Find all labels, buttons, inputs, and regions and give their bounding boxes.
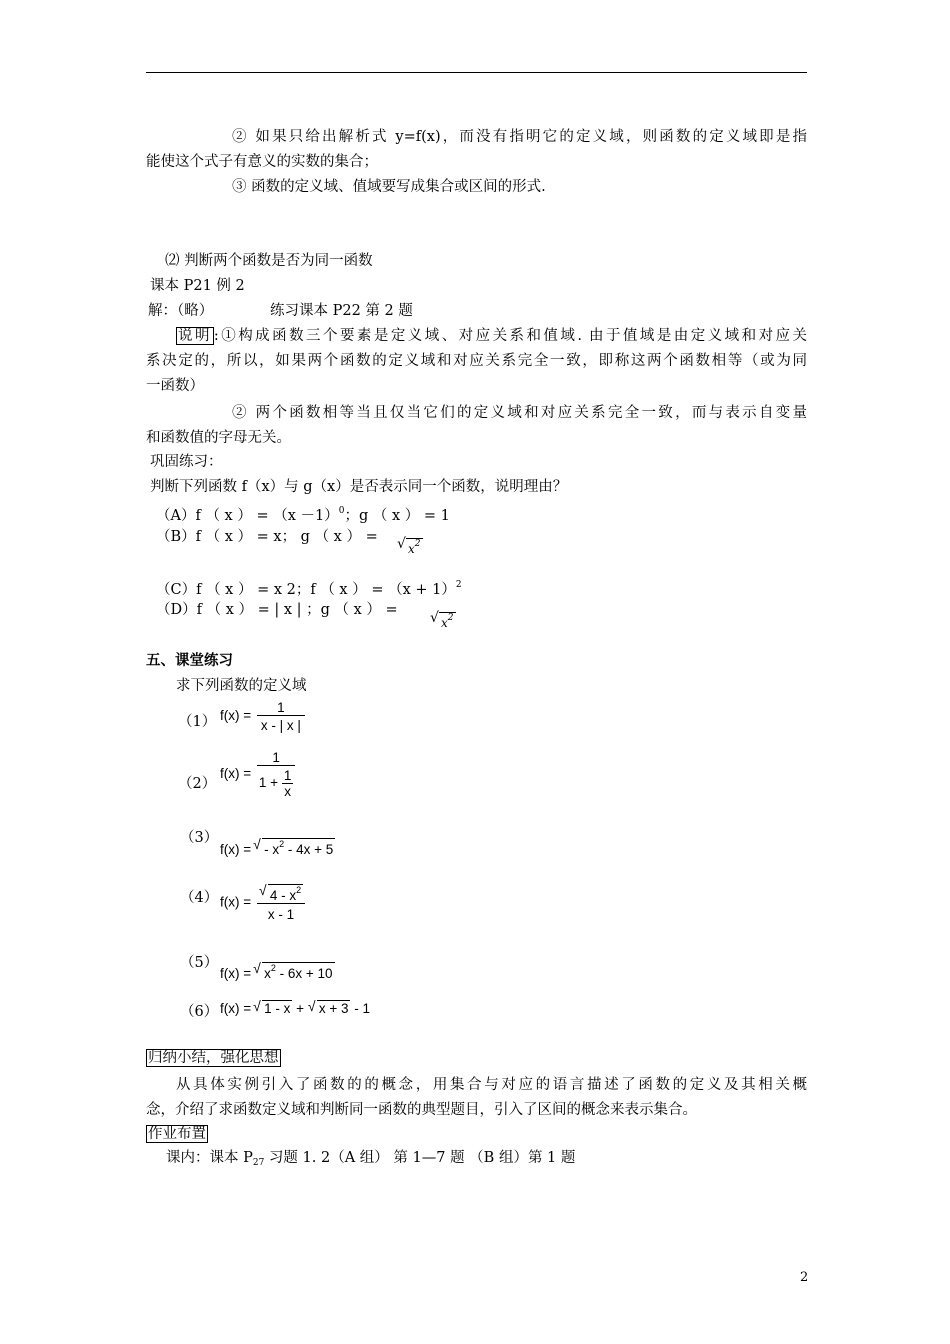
practice-ref: 练习课本 P22 第 2 题 — [270, 303, 413, 319]
numerator: 1 — [283, 768, 292, 783]
item-number: （1） — [178, 714, 217, 730]
superscript: 2 — [296, 885, 302, 895]
superscript: 2 — [279, 839, 285, 849]
text: 课内：课本 P — [166, 1150, 253, 1166]
option-a — [156, 500, 817, 527]
text: ② 两个函数相等当且仅当它们的定义域和对应关系完全一致，而与表示自变量 — [232, 405, 807, 421]
formula-5: f(x) = √ $x^2 - 6x + 10$ — [220, 960, 333, 981]
text: f(x) = — [220, 894, 252, 910]
formula-3: f(x) = √ - $x^2 - 4x + 5$ — [220, 836, 334, 857]
option-b — [156, 526, 817, 548]
solution-label: 解：（略） — [148, 303, 214, 319]
note-line — [176, 325, 807, 347]
summary-line: 念，介绍了求函数定义域和判断同一函数的典型题目，引入了区间的概念来表示集合。 — [146, 1102, 697, 1118]
text: 习题 1. 2（A 组） 第 1—7 题 （B 组）第 1 题 — [264, 1150, 576, 1166]
paragraph-line: ③ 函数的定义域、值域要写成集合或区间的形式. — [232, 179, 546, 195]
note-line: 一函数） — [146, 378, 204, 394]
numerator: 1 — [272, 750, 280, 765]
text: （B）f （ x ） = x； g （ x ） = — [156, 529, 378, 545]
item-number: （3） — [180, 830, 219, 846]
text: + — [296, 1001, 305, 1016]
numerator: 1 — [277, 700, 285, 715]
question: 判断下列函数 f（x）与 g（x）是否表示同一个函数，说明理由？ — [150, 479, 568, 495]
text: （C）f （ x ） = x 2；f （ x ） = （x + 1） — [156, 582, 456, 598]
radicand: 1 - x — [264, 1001, 291, 1016]
denominator: x — [282, 783, 294, 799]
homework-heading — [146, 1123, 807, 1145]
denominator: x - 1 — [257, 903, 305, 922]
formula-2 — [220, 750, 295, 799]
text: - 4x + 5 — [284, 842, 334, 857]
option-d — [156, 599, 817, 621]
superscript: 0 — [338, 506, 345, 516]
superscript: 2 — [455, 580, 462, 590]
text: 4 - x — [269, 888, 297, 903]
example-ref: 课本 P21 例 2 — [150, 278, 245, 294]
text: （A）f （ x ） = （x －1） — [156, 508, 339, 524]
superscript: 2 — [447, 613, 454, 623]
text: 1 + — [258, 775, 279, 791]
superscript: 2 — [270, 963, 276, 973]
text: f(x) = — [220, 708, 252, 724]
summary-line — [176, 1074, 807, 1096]
text: 从具体实例引入了函数的的概念，用集合与对应的语言描述了函数的定义及其相关概 — [176, 1077, 807, 1093]
item-number: （6） — [180, 1004, 219, 1020]
summary-heading — [146, 1047, 807, 1069]
text: :①构成函数三个要素是定义域、对应关系和值域. 由于值域是由定义域和对应关 — [213, 328, 807, 344]
subscript: 27 — [252, 1158, 265, 1168]
formula-1 — [220, 700, 305, 733]
note-line: 和函数值的字母无关。 — [146, 430, 291, 446]
denominator: x - | x | — [257, 715, 305, 733]
text: - 6x + 10 — [275, 966, 333, 981]
summary-label: 归纳小结，强化思想 — [148, 1050, 279, 1066]
section-title: 五、课堂练习 — [146, 652, 233, 669]
note-label: 说明 — [178, 328, 212, 344]
text: f(x) = — [220, 966, 252, 981]
text: x — [441, 616, 448, 630]
text: ② 如果只给出解析式 y=f(x)，而没有指明它的定义域，则函数的定义域即是指 — [232, 129, 807, 145]
homework-line — [166, 1147, 827, 1174]
text: ；g （ x ） = 1 — [344, 508, 450, 524]
paragraph-line: 能使这个式子有意义的实数的集合； — [146, 154, 378, 170]
paragraph-line — [146, 126, 807, 148]
note-line — [146, 350, 807, 372]
text: - 1 — [354, 1001, 371, 1016]
item-number: （4） — [180, 890, 219, 906]
header-rule — [146, 72, 807, 73]
text: f(x) = — [220, 842, 252, 857]
section-title: ⑵ 判断两个函数是否为同一函数 — [165, 253, 373, 269]
text: - x — [264, 842, 280, 857]
section-intro: 求下列函数的定义域 — [176, 678, 307, 694]
text: f(x) = — [220, 766, 252, 782]
text: （D）f （ x ） = | x | ；g （ x ） = — [156, 602, 398, 618]
sqrt-x-squared: √ $x^2$ — [397, 536, 421, 556]
page-number: 2 — [800, 1270, 809, 1285]
homework-label: 作业布置 — [148, 1126, 206, 1142]
text: x — [408, 542, 415, 556]
superscript: 2 — [414, 539, 421, 549]
sqrt-x-squared: √ $x^2$ — [430, 610, 454, 630]
formula-6: f(x) = √ 1 - x + √ x + 3 - 1 — [220, 998, 371, 1016]
item-number: （5） — [180, 955, 219, 971]
option-c — [156, 574, 817, 601]
text: f(x) = — [220, 1001, 252, 1016]
note-line — [232, 402, 807, 424]
consolidation-label: 巩固练习： — [150, 454, 223, 470]
formula-4: f(x) = √ $4 - x^2$ x - 1 — [220, 884, 305, 922]
text: x — [264, 966, 271, 981]
text: 系决定的，所以，如果两个函数的定义域和对应关系完全一致，即称这两个函数相等（或为同 — [146, 353, 807, 369]
radicand: x + 3 — [318, 1001, 349, 1016]
item-number: （2） — [178, 776, 217, 792]
